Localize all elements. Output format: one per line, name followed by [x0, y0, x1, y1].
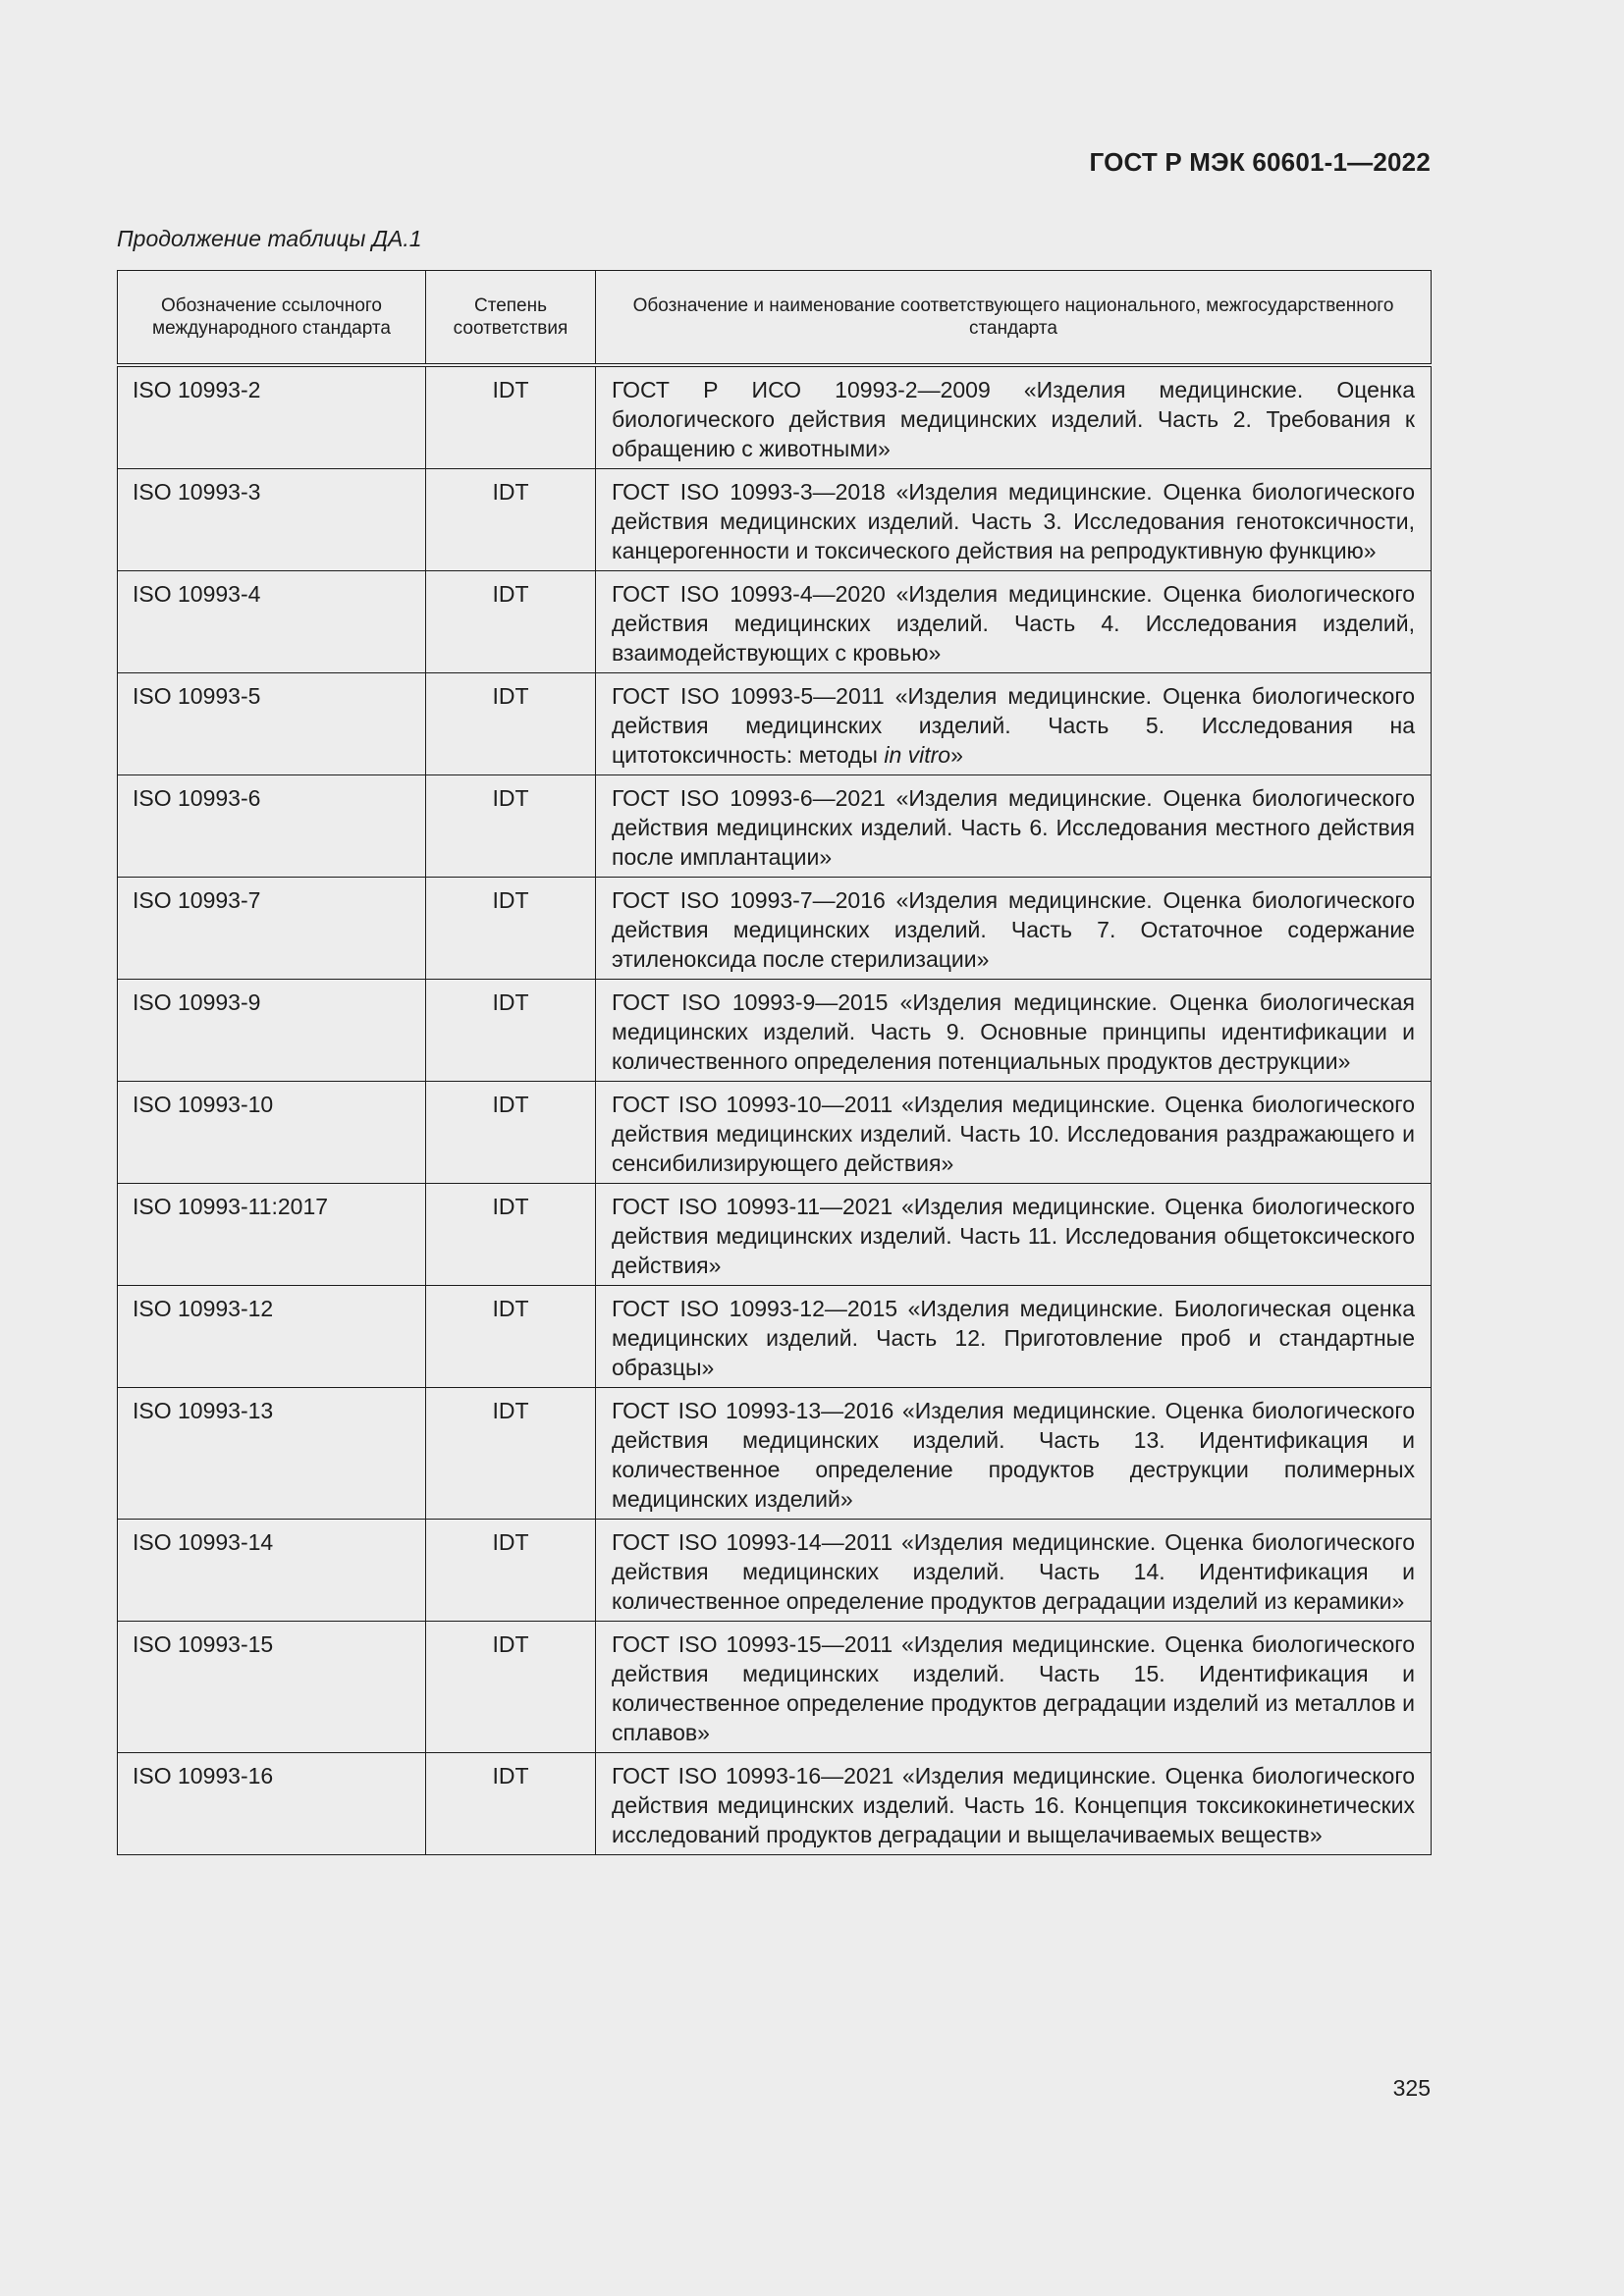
national-standard-cell: ГОСТ ISO 10993-10—2011 «Изделия медицинские. Оценка биологического действия медицинских изделий. Часть 10. Исследования раздражающего и сенсибилизирующего действия» — [596, 1082, 1432, 1184]
compliance-degree-cell: IDT — [426, 571, 596, 673]
table-body — [118, 365, 1432, 1855]
reference-standard-cell: ISO 10993-9 — [118, 980, 426, 1082]
reference-standard-cell: ISO 10993-10 — [118, 1082, 426, 1184]
reference-standard-cell: ISO 10993-13 — [118, 1388, 426, 1520]
table-row — [118, 1622, 1432, 1753]
table-row — [118, 571, 1432, 673]
table-row — [118, 1082, 1432, 1184]
table-row — [118, 1753, 1432, 1855]
compliance-degree-cell: IDT — [426, 469, 596, 571]
table-row — [118, 469, 1432, 571]
compliance-degree-cell: IDT — [426, 365, 596, 469]
table-header — [118, 271, 1432, 366]
national-standard-cell: ГОСТ ISO 10993-7—2016 «Изделия медицинские. Оценка биологического действия медицинских изделий. Часть 7. Остаточное содержание этиленоксида после стерилизации» — [596, 878, 1432, 980]
national-standard-cell: ГОСТ ISO 10993-14—2011 «Изделия медицинские. Оценка биологического действия медицинских изделий. Часть 14. Идентификация и количественное определение продуктов деградации изделий из керамики» — [596, 1520, 1432, 1622]
reference-standard-cell: ISO 10993-4 — [118, 571, 426, 673]
reference-standard-cell: ISO 10993-5 — [118, 673, 426, 775]
national-standard-cell: ГОСТ ISO 10993-13—2016 «Изделия медицинские. Оценка биологического действия медицинских изделий. Часть 13. Идентификация и количественное определение продуктов деструкции полимерных медицинских изделий» — [596, 1388, 1432, 1520]
compliance-degree-cell: IDT — [426, 1520, 596, 1622]
standards-table — [117, 270, 1432, 1855]
reference-standard-cell: ISO 10993-6 — [118, 775, 426, 878]
column-header-national-standard: Обозначение и наименование соответствующего национального, межгосударственного стандарта — [596, 271, 1432, 366]
reference-standard-cell: ISO 10993-3 — [118, 469, 426, 571]
national-standard-cell: ГОСТ ISO 10993-15—2011 «Изделия медицинские. Оценка биологического действия медицинских изделий. Часть 15. Идентификация и количественное определение продуктов деградации изделий из металлов и сплавов» — [596, 1622, 1432, 1753]
table-header-row — [118, 271, 1432, 366]
national-standard-cell: ГОСТ ISO 10993-6—2021 «Изделия медицинские. Оценка биологического действия медицинских изделий. Часть 6. Исследования местного действия после имплантации» — [596, 775, 1432, 878]
table-row — [118, 1286, 1432, 1388]
reference-standard-cell: ISO 10993-16 — [118, 1753, 426, 1855]
table-row — [118, 878, 1432, 980]
document-code-header: ГОСТ Р МЭК 60601-1—2022 — [1089, 147, 1431, 177]
title-text: ГОСТ ISO 10993-5—2011 «Изделия медицинские. Оценка биологического действия медицинских изделий. Часть 5. Исследования на цитотоксичность: методы — [612, 683, 1415, 768]
reference-standard-cell: ISO 10993-14 — [118, 1520, 426, 1622]
national-standard-cell: ГОСТ Р ИСО 10993-2—2009 «Изделия медицинские. Оценка биологического действия медицинских изделий. Часть 2. Требования к обращению с животными» — [596, 365, 1432, 469]
national-standard-cell: ГОСТ ISO 10993-3—2018 «Изделия медицинские. Оценка биологического действия медицинских изделий. Часть 3. Исследования генотоксичности, канцерогенности и токсического действия на репродуктивную функцию» — [596, 469, 1432, 571]
column-header-reference: Обозначение ссылочного международного стандарта — [118, 271, 426, 366]
table-row — [118, 1388, 1432, 1520]
compliance-degree-cell: IDT — [426, 775, 596, 878]
table-row — [118, 775, 1432, 878]
compliance-degree-cell: IDT — [426, 878, 596, 980]
national-standard-cell — [596, 673, 1432, 775]
compliance-degree-cell: IDT — [426, 1622, 596, 1753]
compliance-degree-cell: IDT — [426, 1082, 596, 1184]
compliance-degree-cell: IDT — [426, 673, 596, 775]
compliance-degree-cell: IDT — [426, 1388, 596, 1520]
compliance-degree-cell: IDT — [426, 980, 596, 1082]
title-italic-text: in vitro — [884, 742, 951, 768]
column-header-degree: Степень соответствия — [426, 271, 596, 366]
page-number: 325 — [1392, 2075, 1431, 2101]
table-row — [118, 1520, 1432, 1622]
table-row — [118, 1184, 1432, 1286]
table-caption: Продолжение таблицы ДА.1 — [117, 226, 422, 251]
national-standard-cell: ГОСТ ISO 10993-9—2015 «Изделия медицинские. Оценка биологическая медицинских изделий. Часть 9. Основные принципы идентификации и количественного определения потенциальных продуктов деструкции» — [596, 980, 1432, 1082]
table-row — [118, 980, 1432, 1082]
table-row — [118, 673, 1432, 775]
reference-standard-cell: ISO 10993-15 — [118, 1622, 426, 1753]
compliance-degree-cell: IDT — [426, 1753, 596, 1855]
national-standard-cell: ГОСТ ISO 10993-11—2021 «Изделия медицинские. Оценка биологического действия медицинских изделий. Часть 11. Исследования общетоксического действия» — [596, 1184, 1432, 1286]
national-standard-cell: ГОСТ ISO 10993-16—2021 «Изделия медицинские. Оценка биологического действия медицинских изделий. Часть 16. Концепция токсикокинетических исследований продуктов деградации и выщелачиваемых веществ» — [596, 1753, 1432, 1855]
national-standard-cell: ГОСТ ISO 10993-4—2020 «Изделия медицинские. Оценка биологического действия медицинских изделий. Часть 4. Исследования изделий, взаимодействующих с кровью» — [596, 571, 1432, 673]
reference-standard-cell: ISO 10993-7 — [118, 878, 426, 980]
reference-standard-cell: ISO 10993-11:2017 — [118, 1184, 426, 1286]
title-text-end: » — [950, 742, 963, 768]
table-row — [118, 365, 1432, 469]
compliance-degree-cell: IDT — [426, 1286, 596, 1388]
reference-standard-cell: ISO 10993-12 — [118, 1286, 426, 1388]
compliance-degree-cell: IDT — [426, 1184, 596, 1286]
reference-standard-cell: ISO 10993-2 — [118, 365, 426, 469]
national-standard-cell: ГОСТ ISO 10993-12—2015 «Изделия медицинские. Биологическая оценка медицинских изделий. Часть 12. Приготовление проб и стандартные образцы» — [596, 1286, 1432, 1388]
